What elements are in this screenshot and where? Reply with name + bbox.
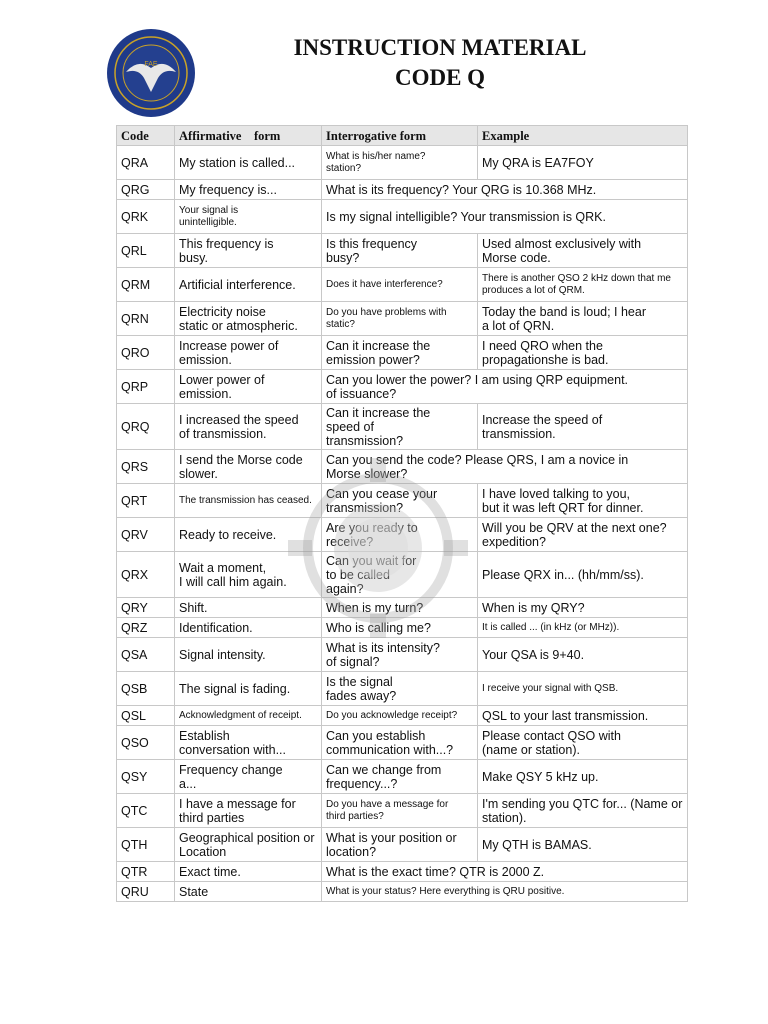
svg-text:FAE: FAE [144,61,158,68]
affirmative-cell: Exact time. [175,862,322,882]
example-cell: I'm sending you QTC for... (Name or station). [478,794,688,828]
table-row [117,726,688,760]
table-row [117,862,688,882]
affirmative-cell: Increase power of emission. [175,336,322,370]
interrogative-cell: Do you have problems with static? [322,302,478,336]
interrogative-cell: Can you cease your transmission? [322,484,478,518]
example-cell: Used almost exclusively with Morse code. [478,234,688,268]
table-row [117,180,688,200]
table-header-row [117,126,688,146]
code-cell: QRG [117,180,175,200]
example-cell: There is another QSO 2 kHz down that me produces a lot of QRM. [478,268,688,302]
table-row [117,638,688,672]
header-affirmative: Affirmative form [175,126,322,146]
code-cell: QSL [117,706,175,726]
example-cell: My QRA is EA7FOY [478,146,688,180]
code-cell: QRO [117,336,175,370]
code-cell: QRK [117,200,175,234]
table-row [117,234,688,268]
affirmative-cell: Your signal is unintelligible. [175,200,322,234]
affirmative-cell: Acknowledgment of receipt. [175,706,322,726]
code-cell: QRU [117,882,175,902]
code-cell: QSA [117,638,175,672]
example-cell: When is my QRY? [478,598,688,618]
interrogative-cell: What is his/her name? station? [322,146,478,180]
header-code: Code [117,126,175,146]
affirmative-cell: Wait a moment, I will call him again. [175,552,322,598]
example-cell: I have loved talking to you, but it was left QRT for dinner. [478,484,688,518]
interrogative-cell: Are you ready to receive? [322,518,478,552]
fae-logo [104,28,198,118]
interrogative-cell: Can you wait for to be called again? [322,552,478,598]
interrogative-cell: What is its intensity? of signal? [322,638,478,672]
example-cell: I need QRO when the propagationshe is bad. [478,336,688,370]
interrogative-cell: When is my turn? [322,598,478,618]
interrogative-cell: Do you have a message for third parties? [322,794,478,828]
affirmative-cell: Ready to receive. [175,518,322,552]
affirmative-cell: Artificial interference. [175,268,322,302]
q-code-table [116,125,688,902]
table-row [117,794,688,828]
code-cell: QTH [117,828,175,862]
example-cell: Make QSY 5 kHz up. [478,760,688,794]
interrogative-cell: What is its frequency? Your QRG is 10.368 MHz. [322,180,688,200]
table-row [117,828,688,862]
table-row [117,336,688,370]
page-subtitle: CODE Q [394,65,486,90]
interrogative-cell: What is the exact time? QTR is 2000 Z. [322,862,688,882]
affirmative-cell: The signal is fading. [175,672,322,706]
affirmative-cell: Identification. [175,618,322,638]
example-cell: Your QSA is 9+40. [478,638,688,672]
header-example: Example [478,126,688,146]
affirmative-cell: State [175,882,322,902]
interrogative-cell: Is my signal intelligible? Your transmission is QRK. [322,200,688,234]
table-row [117,518,688,552]
code-cell: QRP [117,370,175,404]
code-cell: QRT [117,484,175,518]
table-row [117,618,688,638]
header-interrogative: Interrogative form [322,126,478,146]
interrogative-cell: Is the signal fades away? [322,672,478,706]
affirmative-cell: My frequency is... [175,180,322,200]
code-cell: QRS [117,450,175,484]
code-cell: QTC [117,794,175,828]
example-cell: Today the band is loud; I hear a lot of QRN. [478,302,688,336]
affirmative-cell: Lower power of emission. [175,370,322,404]
interrogative-cell: What is your position or location? [322,828,478,862]
affirmative-cell: Signal intensity. [175,638,322,672]
example-cell: QSL to your last transmission. [478,706,688,726]
table-row [117,302,688,336]
example-cell: Will you be QRV at the next one? expedition? [478,518,688,552]
code-cell: QRY [117,598,175,618]
table-row [117,370,688,404]
code-cell: QRZ [117,618,175,638]
table-row [117,552,688,598]
affirmative-cell: Electricity noise static or atmospheric. [175,302,322,336]
code-cell: QRL [117,234,175,268]
interrogative-cell: What is your status? Here everything is QRU positive. [322,882,688,902]
example-cell: It is called ... (in kHz (or MHz)). [478,618,688,638]
code-cell: QRM [117,268,175,302]
interrogative-cell: Does it have interference? [322,268,478,302]
affirmative-cell: Frequency change a... [175,760,322,794]
code-cell: QTR [117,862,175,882]
table-row [117,882,688,902]
interrogative-cell: Can you establish communication with...? [322,726,478,760]
affirmative-cell: I have a message for third parties [175,794,322,828]
interrogative-cell: Who is calling me? [322,618,478,638]
affirmative-cell: My station is called... [175,146,322,180]
code-cell: QSB [117,672,175,706]
table-row [117,672,688,706]
affirmative-cell: Geographical position or Location [175,828,322,862]
table-row [117,450,688,484]
example-cell: My QTH is BAMAS. [478,828,688,862]
example-cell: Increase the speed of transmission. [478,404,688,450]
example-cell: Please contact QSO with (name or station). [478,726,688,760]
interrogative-cell: Can it increase the emission power? [322,336,478,370]
table-row [117,484,688,518]
interrogative-cell: Can we change from frequency...? [322,760,478,794]
code-cell: QSY [117,760,175,794]
code-cell: QRA [117,146,175,180]
example-cell: I receive your signal with QSB. [478,672,688,706]
interrogative-cell: Can you lower the power? I am using QRP equipment. of issuance? [322,370,688,404]
page-title: INSTRUCTION MATERIAL [293,35,587,60]
affirmative-cell: Shift. [175,598,322,618]
table-row [117,404,688,450]
table-row [117,706,688,726]
interrogative-cell: Can you send the code? Please QRS, I am a novice in Morse slower? [322,450,688,484]
affirmative-cell: This frequency is busy. [175,234,322,268]
table-row [117,268,688,302]
table-row [117,146,688,180]
interrogative-cell: Can it increase the speed of transmission? [322,404,478,450]
code-cell: QSO [117,726,175,760]
affirmative-cell: I send the Morse code slower. [175,450,322,484]
table-row [117,598,688,618]
code-cell: QRX [117,552,175,598]
table-row [117,760,688,794]
affirmative-cell: I increased the speed of transmission. [175,404,322,450]
code-cell: QRV [117,518,175,552]
interrogative-cell: Do you acknowledge receipt? [322,706,478,726]
interrogative-cell: Is this frequency busy? [322,234,478,268]
example-cell: Please QRX in... (hh/mm/ss). [478,552,688,598]
affirmative-cell: Establish conversation with... [175,726,322,760]
affirmative-cell: The transmission has ceased. [175,484,322,518]
code-cell: QRQ [117,404,175,450]
code-cell: QRN [117,302,175,336]
table-row [117,200,688,234]
